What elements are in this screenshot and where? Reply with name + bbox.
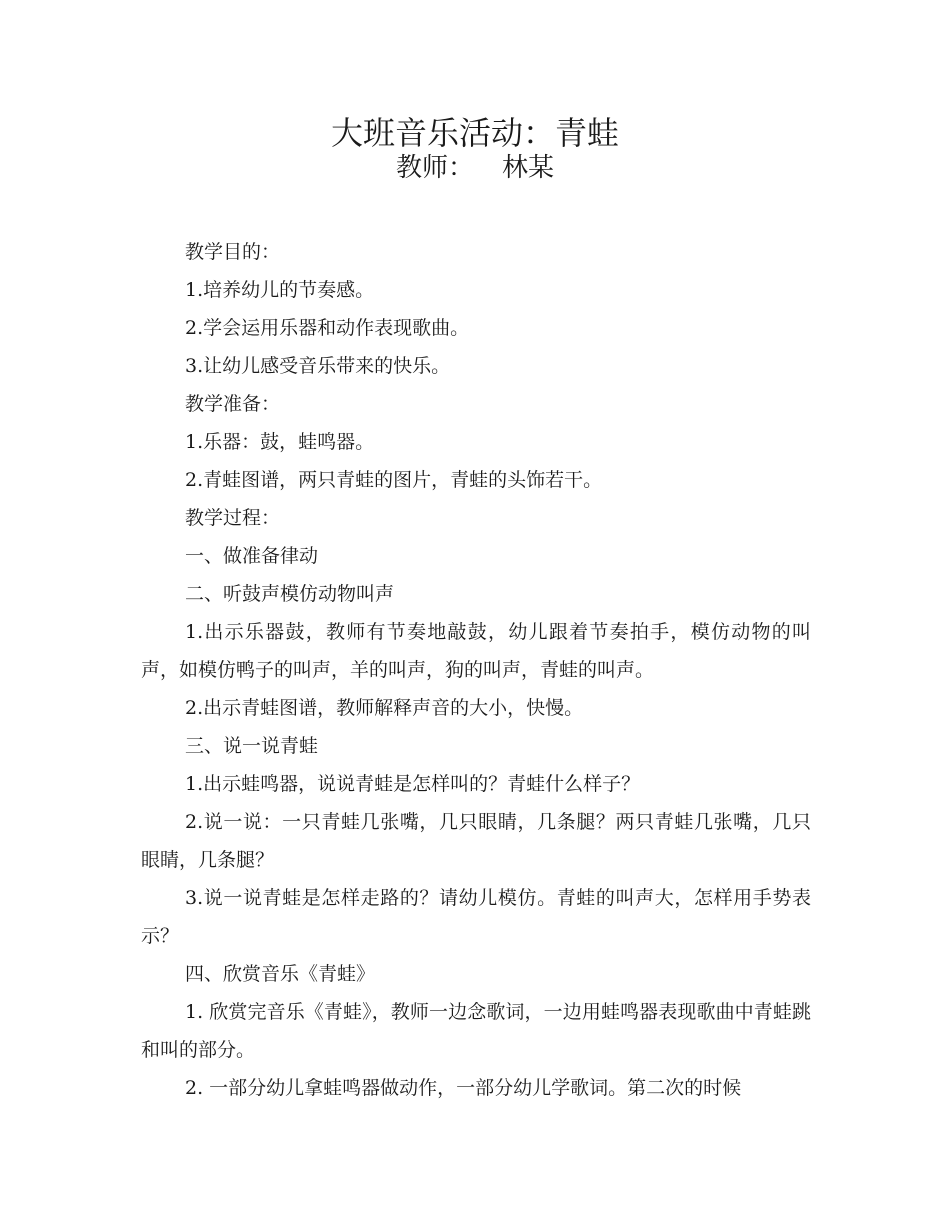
paragraph: 1.乐器：鼓，蛙鸣器。 bbox=[185, 431, 375, 453]
paragraph: 教学准备： bbox=[185, 393, 281, 415]
paragraph: 三、说一说青蛙 bbox=[185, 735, 319, 757]
document-title: 大班音乐活动：青蛙 bbox=[330, 114, 619, 152]
paragraph: 2.说一说：一只青蛙几张嘴，几只眼睛，几条腿？两只青蛙几张嘴，几只眼睛，几条腿？ bbox=[141, 811, 811, 871]
paragraph: 1.培养幼儿的节奏感。 bbox=[185, 279, 375, 301]
paragraph: 教学目的： bbox=[185, 241, 281, 263]
paragraph: 教学过程： bbox=[185, 507, 281, 529]
paragraph: 1.出示乐器鼓，教师有节奏地敲鼓，幼儿跟着节奏拍手，模仿动物的叫声，如模仿鸭子的叫声，羊的叫声，狗的叫声，青蛙的叫声。 bbox=[141, 621, 811, 681]
teacher-name: 林某 bbox=[502, 153, 555, 183]
paragraph: 1. 欣赏完音乐《青蛙》，教师一边念歌词，一边用蛙鸣器表现歌曲中青蛙跳和叫的部分。 bbox=[141, 1001, 811, 1061]
paragraph: 2.学会运用乐器和动作表现歌曲。 bbox=[185, 317, 470, 339]
paragraph: 四、欣赏音乐《青蛙》 bbox=[185, 963, 376, 985]
paragraph: 3.让幼儿感受音乐带来的快乐。 bbox=[185, 355, 451, 377]
paragraph: 二、听鼓声模仿动物叫声 bbox=[185, 583, 395, 605]
paragraph: 2.青蛙图谱，两只青蛙的图片，青蛙的头饰若干。 bbox=[185, 469, 603, 491]
teacher-line bbox=[0, 150, 950, 186]
paragraph: 一、做准备律动 bbox=[185, 545, 319, 567]
paragraph: 3.说一说青蛙是怎样走路的？请幼儿模仿。青蛙的叫声大，怎样用手势表示？ bbox=[141, 887, 811, 947]
paragraph: 2. 一部分幼儿拿蛙鸣器做动作，一部分幼儿学歌词。第二次的时候 bbox=[185, 1077, 742, 1099]
paragraph: 1.出示蛙鸣器，说说青蛙是怎样叫的？青蛙什么样子？ bbox=[185, 773, 641, 795]
document-body bbox=[141, 233, 811, 1107]
paragraph: 2.出示青蛙图谱，教师解释声音的大小，快慢。 bbox=[185, 697, 584, 719]
teacher-label: 教师： bbox=[395, 153, 474, 183]
